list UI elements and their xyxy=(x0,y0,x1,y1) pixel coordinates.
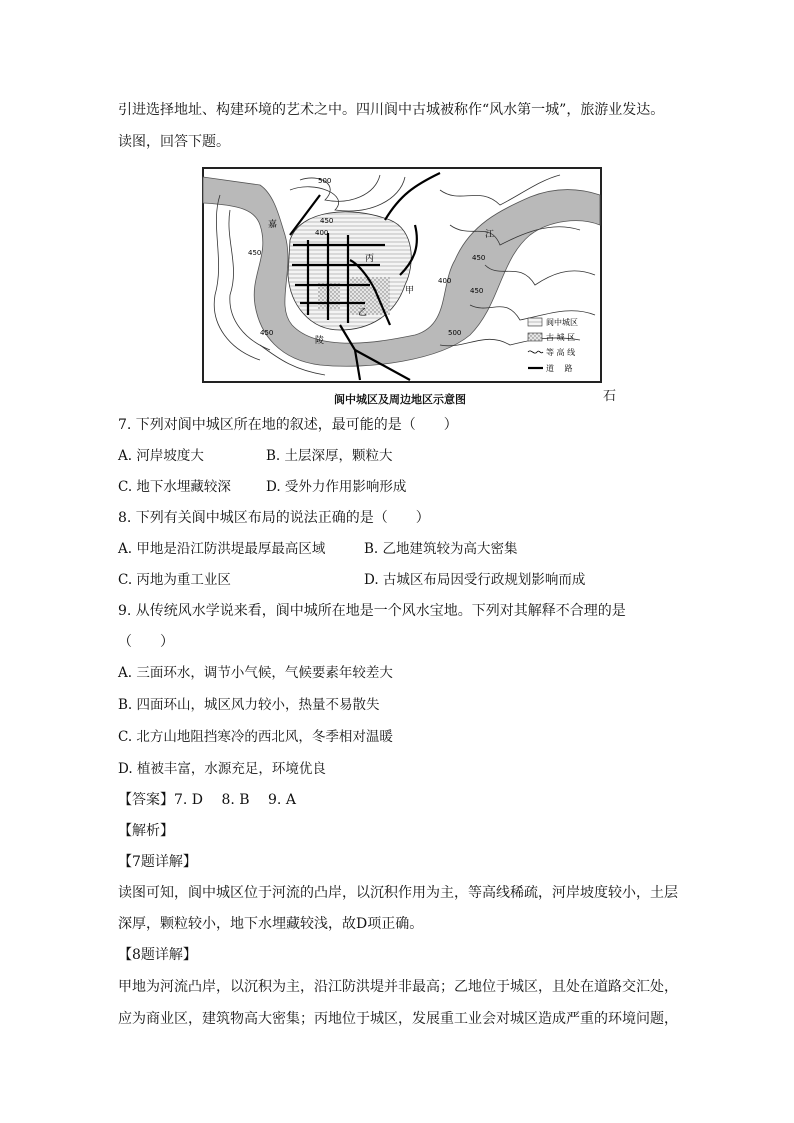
q9-option-b: B. 四面环山，城区风力较小，热量不易散失 xyxy=(118,697,380,713)
question-7: 7. 下列对阆中城区所在地的叙述，最可能的是（ ） xyxy=(118,417,458,433)
map-caption: 阆中城区及周边地区示意图 xyxy=(334,393,466,406)
question-9-paren: （ ） xyxy=(118,634,174,650)
contour-label: 500 xyxy=(318,177,332,185)
question-8: 8. 下列有关阆中城区布局的说法正确的是（ ） xyxy=(118,510,430,526)
contour-label: 500 xyxy=(448,329,462,337)
legend-city: 阆中城区 xyxy=(546,318,578,327)
detail-7-heading: 【7题详解】 xyxy=(118,854,197,870)
river-char-1: 嘉 xyxy=(268,220,278,230)
detail-7-line-2: 深厚，颗粒较小，地下水埋藏较浅，故D项正确。 xyxy=(118,916,424,932)
q8-option-a: A. 甲地是沿江防洪堤最厚最高区域 xyxy=(118,541,326,557)
intro-line-1: 引进选择地址、构建环境的艺术之中。四川阆中古城被称作“风水第一城”，旅游业发达。 xyxy=(118,102,665,118)
place-yi: 乙 xyxy=(358,308,368,318)
q9-option-c: C. 北方山地阻挡寒冷的西北风，冬季相对温暖 xyxy=(118,729,393,745)
q7-option-a: A. 河岸坡度大 xyxy=(118,448,204,464)
place-bing: 丙 xyxy=(365,254,375,264)
contour-label: 400 xyxy=(315,229,329,237)
legend-old-town: 古 城 区 xyxy=(546,333,576,342)
detail-8-line-2: 应为商业区，建筑物高大密集；丙地位于城区，发展重工业会对城区造成严重的环境问题， xyxy=(118,1011,678,1027)
map-figure xyxy=(200,165,617,410)
detail-8-heading: 【8题详解】 xyxy=(118,947,197,963)
q8-option-c: C. 丙地为重工业区 xyxy=(118,572,231,588)
answer-line: 【答案】7. D 8. B 9. A xyxy=(118,792,296,808)
q7-option-c: C. 地下水埋藏较深 xyxy=(118,479,231,495)
legend-contour: 等 高 线 xyxy=(546,348,576,357)
q8-option-b: B. 乙地建筑较为高大密集 xyxy=(364,541,518,557)
river-char-3: 江 xyxy=(485,230,495,240)
analysis-heading: 【解析】 xyxy=(118,823,174,839)
question-9: 9. 从传统风水学说来看，阆中城所在地是一个风水宝地。下列对其解释不合理的是 xyxy=(118,603,626,619)
river-char-2: 陵 xyxy=(315,336,325,346)
q7-option-d: D. 受外力作用影响形成 xyxy=(266,479,407,495)
detail-8-line-1: 甲地为河流凸岸，以沉积为主，沿江防洪堤并非最高；乙地位于城区，且处在道路交汇处， xyxy=(118,979,678,995)
intro-line-2: 读图，回答下题。 xyxy=(118,134,230,150)
contour-label: 400 xyxy=(438,277,452,285)
q9-option-d: D. 植被丰富，水源充足，环境优良 xyxy=(118,761,326,777)
contour-label: 450 xyxy=(260,329,274,337)
place-jia: 甲 xyxy=(405,286,415,296)
q9-option-a: A. 三面环水，调节小气候，气候要素年较差大 xyxy=(118,665,393,681)
q8-option-d: D. 古城区布局因受行政规划影响而成 xyxy=(364,572,586,588)
map-svg xyxy=(200,165,610,410)
contour-label: 450 xyxy=(472,254,486,262)
contour-label: 450 xyxy=(470,287,484,295)
legend-road: 道 路 xyxy=(546,364,573,373)
contour-label: 450 xyxy=(320,217,334,225)
stray-glyph: 石 xyxy=(603,389,617,404)
contour-label: 450 xyxy=(248,249,262,257)
q7-option-b: B. 土层深厚，颗粒大 xyxy=(266,448,393,464)
detail-7-line-1: 读图可知，阆中城区位于河流的凸岸，以沉积作用为主，等高线稀疏，河岸坡度较小，土层 xyxy=(118,885,678,901)
